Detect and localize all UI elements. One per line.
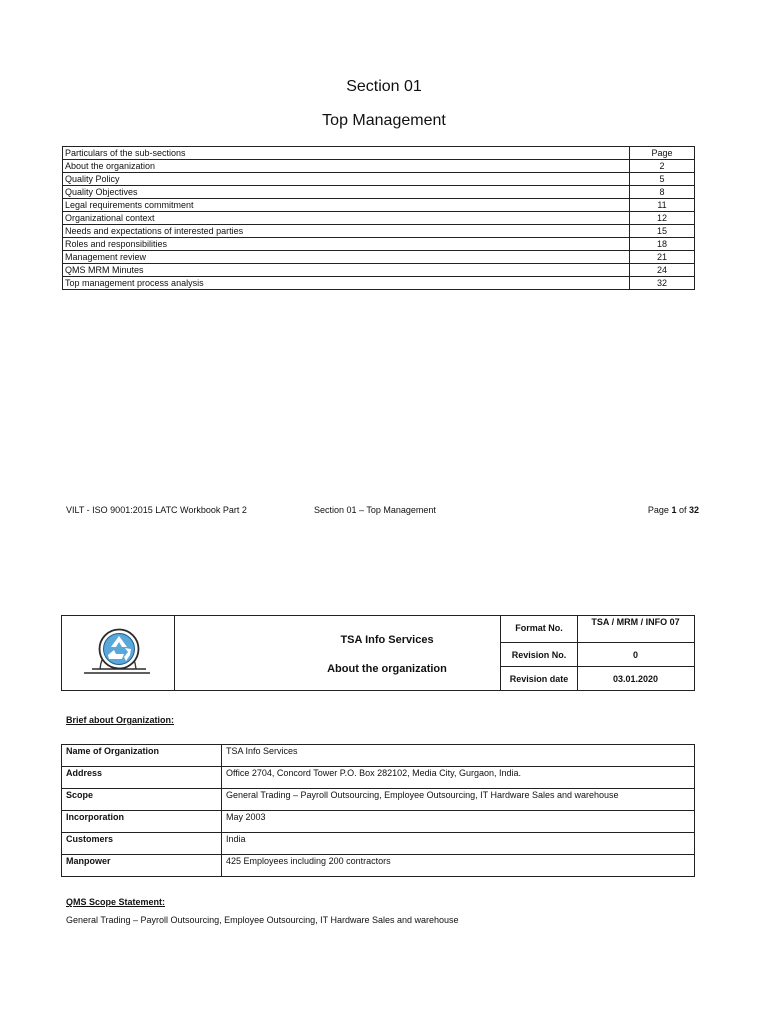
info-key: Address bbox=[62, 767, 222, 789]
format-row bbox=[500, 615, 694, 642]
info-key: Customers bbox=[62, 833, 222, 855]
document-title: About the organization bbox=[327, 663, 447, 675]
info-value: May 2003 bbox=[222, 811, 695, 833]
logo-cell bbox=[62, 616, 175, 690]
info-value: TSA Info Services bbox=[222, 745, 695, 767]
section-title: Top Management bbox=[322, 112, 446, 129]
format-label: Format No. bbox=[500, 615, 578, 642]
row-label: Quality Objectives bbox=[63, 186, 630, 199]
row-label: Management review bbox=[63, 251, 630, 264]
brief-heading: Brief about Organization: bbox=[66, 715, 174, 725]
table-row bbox=[63, 186, 695, 199]
row-page: 32 bbox=[630, 277, 695, 290]
row-label: Needs and expectations of interested parties bbox=[63, 225, 630, 238]
row-page: 2 bbox=[630, 160, 695, 173]
revision-date-value: 03.01.2020 bbox=[612, 674, 659, 684]
row-page: 21 bbox=[630, 251, 695, 264]
info-key: Name of Organization bbox=[62, 745, 222, 767]
row-label: About the organization bbox=[63, 160, 630, 173]
column-header-page: Page bbox=[630, 147, 695, 160]
footer-page-number bbox=[600, 505, 699, 515]
revision-date-row bbox=[500, 666, 694, 691]
row-page: 24 bbox=[630, 264, 695, 277]
organization-info-table bbox=[61, 744, 695, 877]
row-page: 12 bbox=[630, 212, 695, 225]
recycle-logo-icon bbox=[62, 616, 174, 690]
info-key: Scope bbox=[62, 789, 222, 811]
table-row bbox=[63, 212, 695, 225]
table-header-row bbox=[63, 147, 695, 160]
row-label: Top management process analysis bbox=[63, 277, 630, 290]
company-name: TSA Info Services bbox=[340, 634, 434, 646]
table-row bbox=[63, 199, 695, 212]
row-label: Legal requirements commitment bbox=[63, 199, 630, 212]
info-key: Manpower bbox=[62, 855, 222, 877]
page-prefix: Page bbox=[647, 505, 672, 515]
row-label: Organizational context bbox=[63, 212, 630, 225]
row-page: 15 bbox=[630, 225, 695, 238]
table-row bbox=[63, 251, 695, 264]
qms-scope-text: General Trading – Payroll Outsourcing, Employee Outsourcing, IT Hardware Sales and warehouse bbox=[66, 915, 459, 925]
revision-row bbox=[500, 642, 694, 667]
row-page: 11 bbox=[630, 199, 695, 212]
row-page: 5 bbox=[630, 173, 695, 186]
table-row bbox=[63, 277, 695, 290]
footer-workbook-title: VILT - ISO 9001:2015 LATC Workbook Part 2 bbox=[66, 505, 247, 515]
revision-label: Revision No. bbox=[500, 643, 578, 667]
table-row bbox=[62, 855, 695, 877]
table-row bbox=[62, 811, 695, 833]
qms-scope-heading: QMS Scope Statement: bbox=[66, 897, 166, 907]
info-value: 425 Employees including 200 contractors bbox=[222, 855, 695, 877]
column-header-particulars: Particulars of the sub-sections bbox=[63, 147, 630, 160]
page-current: 1 bbox=[671, 505, 677, 515]
row-label: Roles and responsibilities bbox=[63, 238, 630, 251]
table-row bbox=[62, 833, 695, 855]
table-row bbox=[62, 767, 695, 789]
document-meta bbox=[509, 616, 694, 690]
row-label: QMS MRM Minutes bbox=[63, 264, 630, 277]
info-value: Office 2704, Concord Tower P.O. Box 282102, Media City, Gurgaon, India. bbox=[222, 767, 695, 789]
table-row bbox=[63, 173, 695, 186]
table-row bbox=[63, 225, 695, 238]
section-number: Section 01 bbox=[346, 78, 422, 95]
row-page: 18 bbox=[630, 238, 695, 251]
document-header bbox=[61, 615, 695, 691]
info-key: Incorporation bbox=[62, 811, 222, 833]
row-label: Quality Policy bbox=[63, 173, 630, 186]
subsections-table bbox=[62, 146, 695, 290]
table-row bbox=[63, 264, 695, 277]
table-row bbox=[63, 238, 695, 251]
table-row bbox=[63, 160, 695, 173]
table-row bbox=[62, 789, 695, 811]
info-value: General Trading – Payroll Outsourcing, Employee Outsourcing, IT Hardware Sales and warehouse bbox=[222, 789, 695, 811]
page-total: 32 bbox=[688, 505, 699, 515]
page-of: of bbox=[676, 505, 689, 515]
footer-section: Section 01 – Top Management bbox=[314, 505, 436, 515]
info-value: India bbox=[222, 833, 695, 855]
table-row bbox=[62, 745, 695, 767]
revision-value: 0 bbox=[632, 650, 638, 660]
row-page: 8 bbox=[630, 186, 695, 199]
revision-date-label: Revision date bbox=[500, 667, 578, 691]
format-value: TSA / MRM / INFO 07 bbox=[591, 617, 680, 627]
